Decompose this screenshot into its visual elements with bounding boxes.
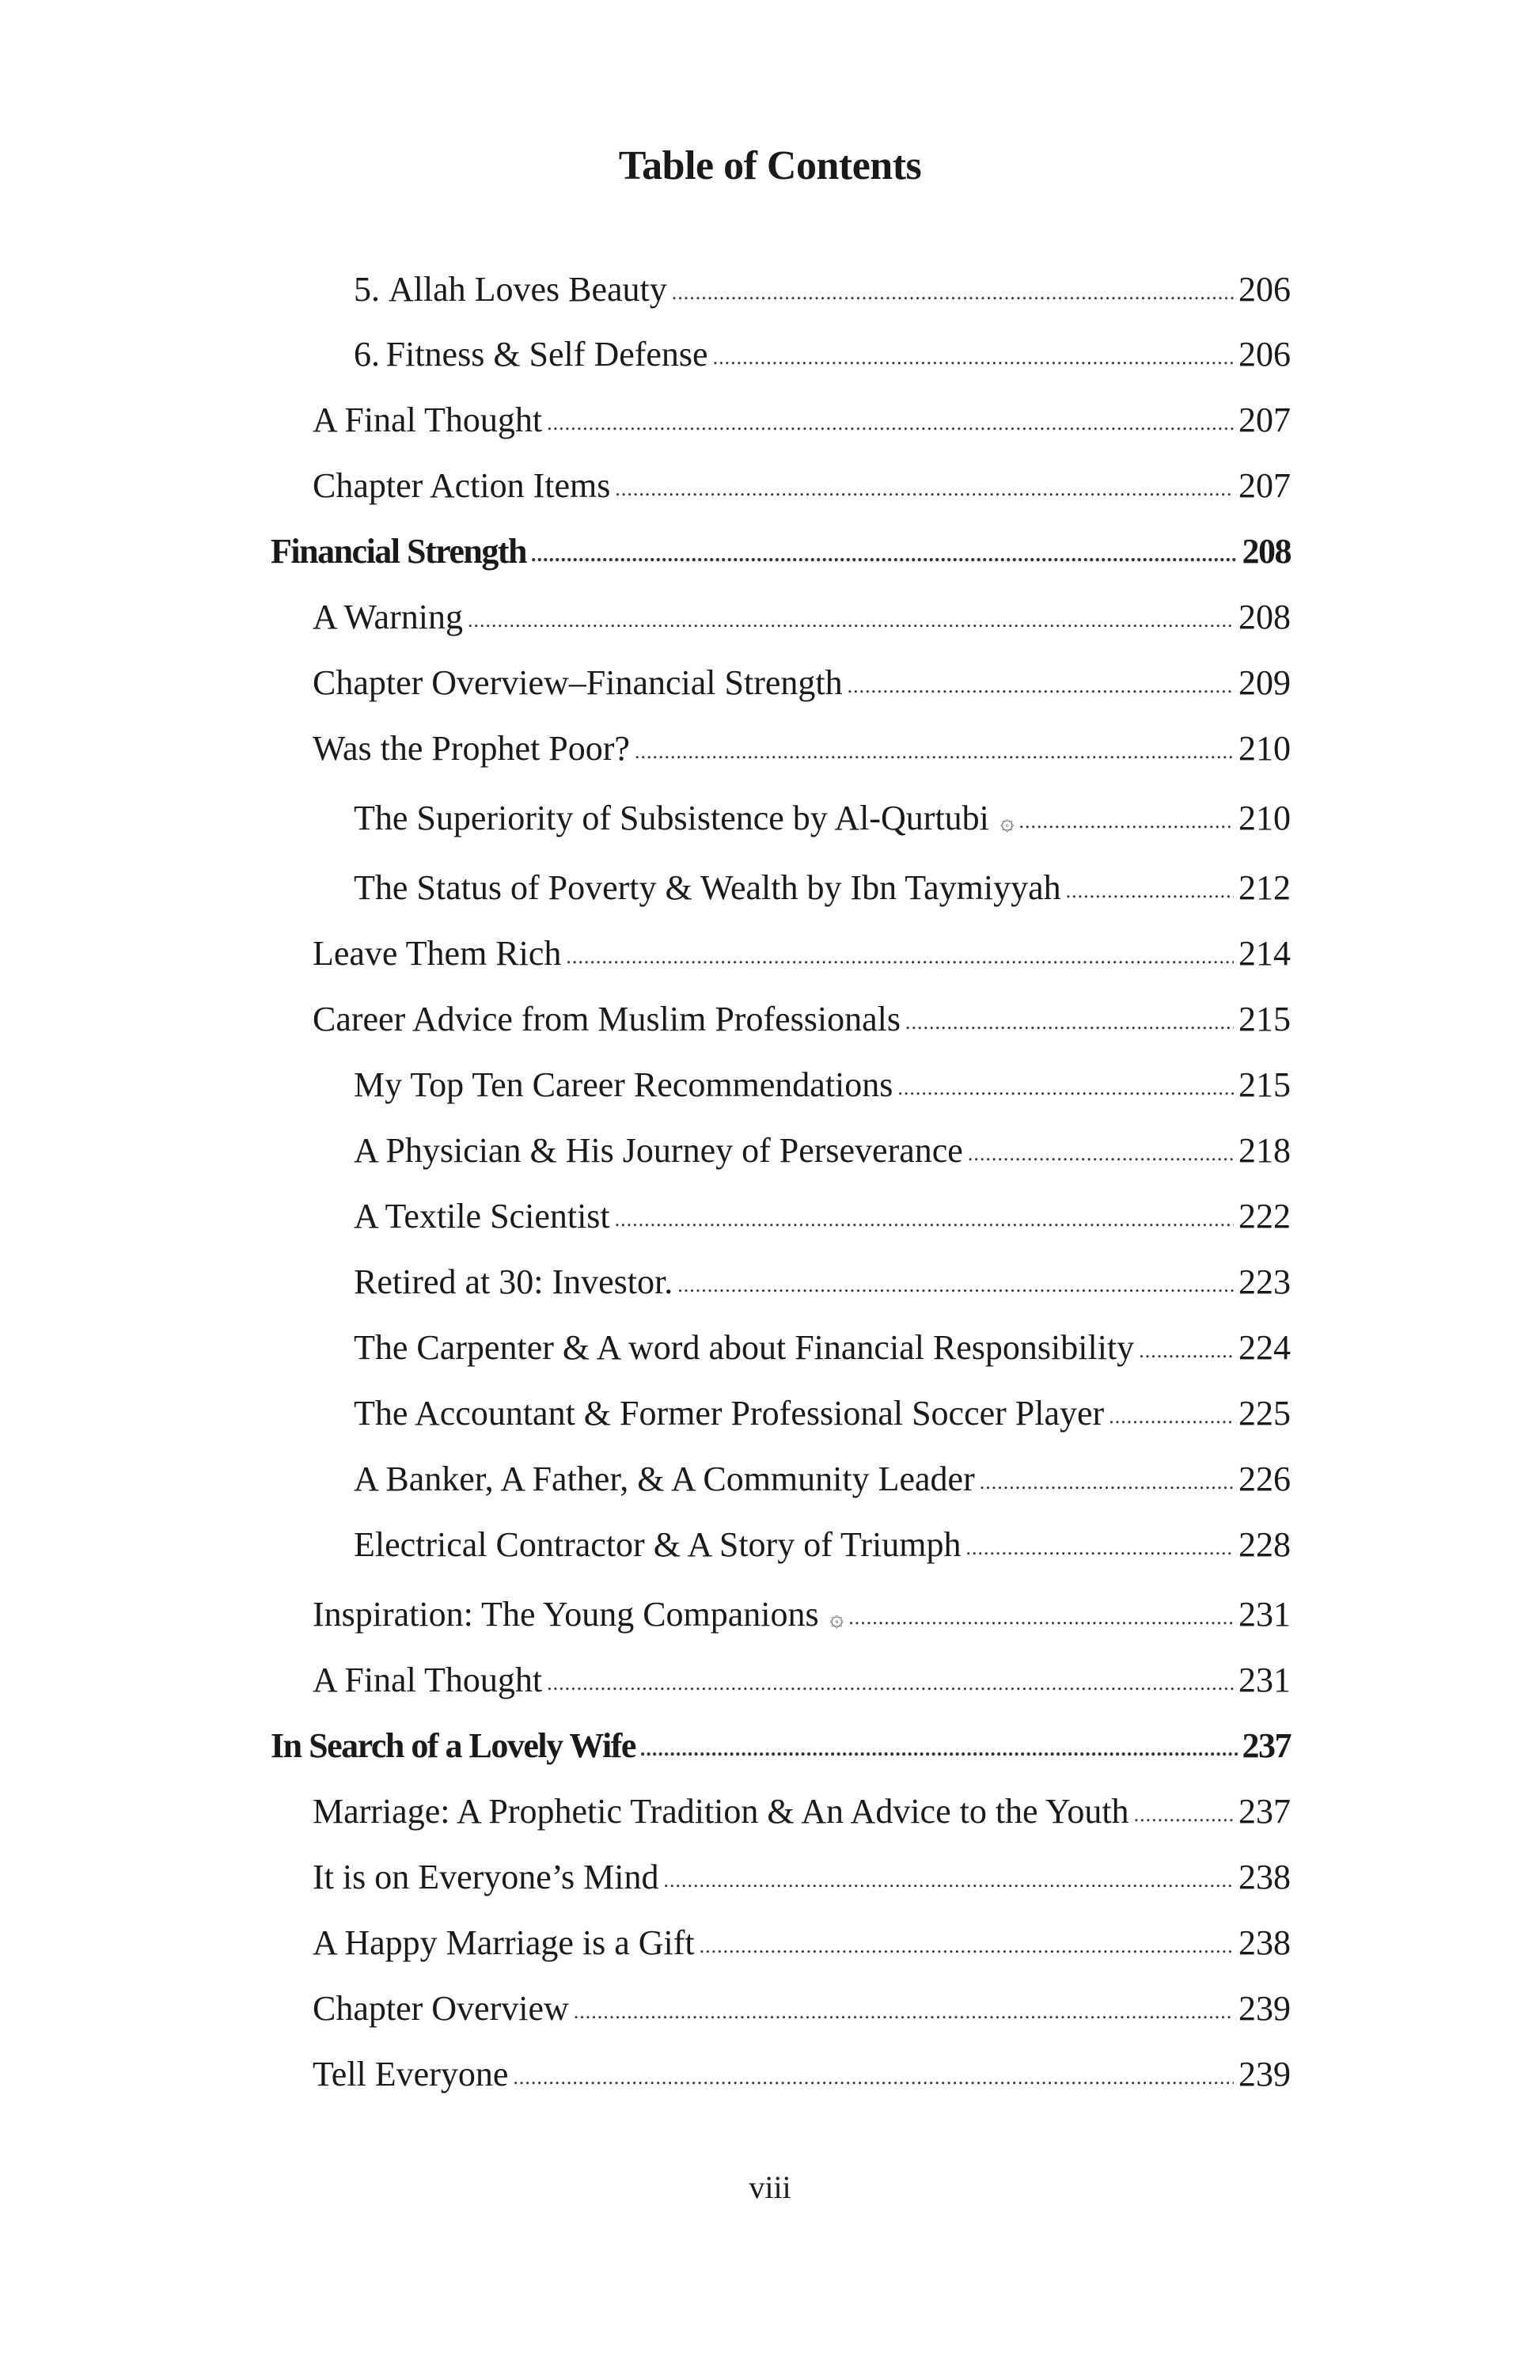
toc-entry[interactable] xyxy=(313,465,1291,506)
toc-entry-label: A Physician & His Journey of Perseverance xyxy=(354,1131,963,1170)
toc-entry[interactable] xyxy=(313,1660,1291,1700)
dot-leader xyxy=(547,1658,1234,1699)
dot-leader xyxy=(966,1523,1235,1563)
toc-entry[interactable] xyxy=(271,531,1291,571)
toc-entry-label: Electrical Contractor & A Story of Triumph xyxy=(354,1525,962,1564)
toc-entry-label: Marriage: A Prophetic Tradition & An Advice to the Youth xyxy=(313,1792,1129,1831)
toc-entry-label: The Accountant & Former Professional Soccer Player xyxy=(354,1394,1105,1433)
page-title: Table of Contents xyxy=(618,143,922,188)
toc-entry-page: 209 xyxy=(1238,663,1291,702)
toc-entry-page: 208 xyxy=(1238,598,1291,636)
toc-entry[interactable] xyxy=(313,400,1291,440)
dot-leader xyxy=(677,1260,1234,1300)
dot-leader xyxy=(635,727,1234,767)
toc-entry[interactable] xyxy=(313,662,1291,703)
radiyallahu-anhum-icon: ۞ xyxy=(829,1605,844,1631)
toc-entry-page: 225 xyxy=(1238,1394,1291,1433)
toc-entry-label: A Banker, A Father, & A Community Leader xyxy=(354,1460,975,1498)
toc-entry-label: Leave Them Rich xyxy=(313,934,562,973)
toc-entry[interactable] xyxy=(354,269,1291,309)
toc-entry-page: 206 xyxy=(1238,270,1291,309)
toc-entry-label: Retired at 30: Investor. xyxy=(354,1262,673,1301)
toc-entry-page: 214 xyxy=(1238,934,1291,973)
toc-entry-label: Inspiration: The Young Companions xyxy=(313,1595,819,1634)
toc-entry-page: 238 xyxy=(1238,1858,1291,1896)
toc-entry-page: 222 xyxy=(1238,1197,1291,1236)
toc-entry[interactable] xyxy=(354,798,1291,838)
toc-entry-number: 6. xyxy=(354,335,380,374)
toc-entry[interactable] xyxy=(354,1524,1291,1565)
toc-entry-page: 237 xyxy=(1238,1792,1291,1831)
rahimahullah-icon: ۞ xyxy=(999,809,1015,835)
toc-entry-label: Career Advice from Muslim Professionals xyxy=(313,1000,901,1038)
dot-leader xyxy=(615,1194,1234,1235)
toc-entry-page: 224 xyxy=(1238,1328,1291,1367)
toc-entry-page: 215 xyxy=(1238,1065,1291,1104)
toc-entry-number: 5. xyxy=(354,270,380,309)
toc-entry[interactable] xyxy=(354,334,1291,374)
toc-entry[interactable] xyxy=(313,999,1291,1039)
toc-entry-page: 210 xyxy=(1238,729,1291,768)
toc-entry-page: 237 xyxy=(1242,1726,1291,1765)
dot-leader xyxy=(547,398,1234,438)
toc-entry-label: The Superiority of Subsistence by Al-Qurtubi xyxy=(354,799,989,837)
toc-entry[interactable] xyxy=(354,1459,1291,1499)
toc-entry-page: 231 xyxy=(1238,1661,1291,1699)
toc-entry[interactable] xyxy=(354,1130,1291,1171)
toc-entry-label: A Final Thought xyxy=(313,400,543,439)
toc-entry-page: 207 xyxy=(1238,466,1291,505)
dot-leader xyxy=(713,332,1234,373)
toc-entry-label: Financial Strength xyxy=(271,532,527,571)
toc-entry[interactable] xyxy=(354,1196,1291,1236)
dot-leader xyxy=(1134,1790,1234,1830)
dot-leader xyxy=(640,1724,1238,1764)
toc-entry-label: The Carpenter & A word about Financial Responsibility xyxy=(354,1328,1135,1367)
toc-entry-page: 208 xyxy=(1242,532,1291,571)
dot-leader xyxy=(1109,1391,1234,1432)
toc-entry-label: Fitness & Self Defense xyxy=(385,335,708,374)
toc-entry-page: 238 xyxy=(1238,1923,1291,1962)
toc-entry[interactable] xyxy=(354,1393,1291,1433)
toc-entry-page: 228 xyxy=(1238,1525,1291,1564)
toc-entry-label: A Happy Marriage is a Gift xyxy=(313,1923,695,1962)
toc-entry[interactable] xyxy=(313,2054,1291,2094)
dot-leader xyxy=(848,661,1234,701)
toc-entry-label: My Top Ten Career Recommendations xyxy=(354,1065,893,1104)
dot-leader xyxy=(615,464,1234,504)
page-number-footer: viii xyxy=(749,2169,791,2205)
toc-entry-page: 212 xyxy=(1238,868,1291,907)
dot-leader xyxy=(968,1129,1234,1169)
toc-entry-page: 239 xyxy=(1238,2055,1291,2093)
toc-entry[interactable] xyxy=(354,1262,1291,1302)
toc-entry[interactable] xyxy=(313,597,1291,637)
dot-leader xyxy=(664,1855,1234,1896)
dot-leader xyxy=(574,1987,1234,2027)
toc-entry-label: Allah Loves Beauty xyxy=(388,270,667,309)
dot-leader xyxy=(905,997,1234,1038)
dot-leader xyxy=(1139,1326,1234,1366)
dot-leader xyxy=(897,1063,1234,1103)
toc-entry-label: Chapter Overview–Financial Strength xyxy=(313,663,843,702)
toc-entry[interactable] xyxy=(354,1065,1291,1105)
dot-leader xyxy=(513,2052,1234,2093)
toc-entry[interactable] xyxy=(313,933,1291,974)
toc-entry-page: 231 xyxy=(1238,1595,1291,1634)
toc-entry[interactable] xyxy=(313,1923,1291,1963)
toc-entry-label: Chapter Overview xyxy=(313,1989,569,2028)
toc-entry-page: 239 xyxy=(1238,1989,1291,2028)
toc-entry[interactable] xyxy=(313,1988,1291,2029)
toc-entry-label: In Search of a Lovely Wife xyxy=(271,1726,635,1765)
toc-entry[interactable] xyxy=(313,1791,1291,1831)
toc-entry-page: 218 xyxy=(1238,1131,1291,1170)
dot-leader xyxy=(468,595,1234,636)
toc-entry[interactable] xyxy=(313,728,1291,769)
toc-entry-label: A Textile Scientist xyxy=(354,1197,610,1236)
toc-entry[interactable] xyxy=(313,1594,1291,1634)
dot-leader xyxy=(700,1921,1234,1961)
dot-leader xyxy=(1066,866,1234,906)
toc-entry[interactable] xyxy=(313,1857,1291,1897)
toc-entry-label: Tell Everyone xyxy=(313,2055,509,2093)
toc-entry-label: It is on Everyone’s Mind xyxy=(313,1858,659,1896)
toc-entry[interactable] xyxy=(271,1725,1291,1766)
dot-leader xyxy=(848,1592,1234,1633)
dot-leader xyxy=(980,1457,1234,1497)
toc-entry-label: A Final Thought xyxy=(313,1661,543,1699)
toc-entry-page: 206 xyxy=(1238,335,1291,374)
toc-entry[interactable] xyxy=(354,1327,1291,1368)
dot-leader xyxy=(672,268,1234,308)
toc-entry-page: 215 xyxy=(1238,1000,1291,1038)
toc-entry-page: 223 xyxy=(1238,1262,1291,1301)
toc-entry[interactable] xyxy=(354,867,1291,908)
toc-entry-page: 207 xyxy=(1238,400,1291,439)
dot-leader xyxy=(566,932,1234,972)
toc-entry-label: A Warning xyxy=(313,598,463,636)
dot-leader xyxy=(1018,796,1234,837)
toc-entry-page: 226 xyxy=(1238,1460,1291,1498)
toc-entry-label: Was the Prophet Poor? xyxy=(313,729,630,768)
toc-entry-page: 210 xyxy=(1238,799,1291,837)
toc-entry-label: Chapter Action Items xyxy=(313,466,611,505)
dot-leader xyxy=(531,530,1237,570)
toc-entry-label: The Status of Poverty & Wealth by Ibn Taymiyyah xyxy=(354,868,1061,907)
